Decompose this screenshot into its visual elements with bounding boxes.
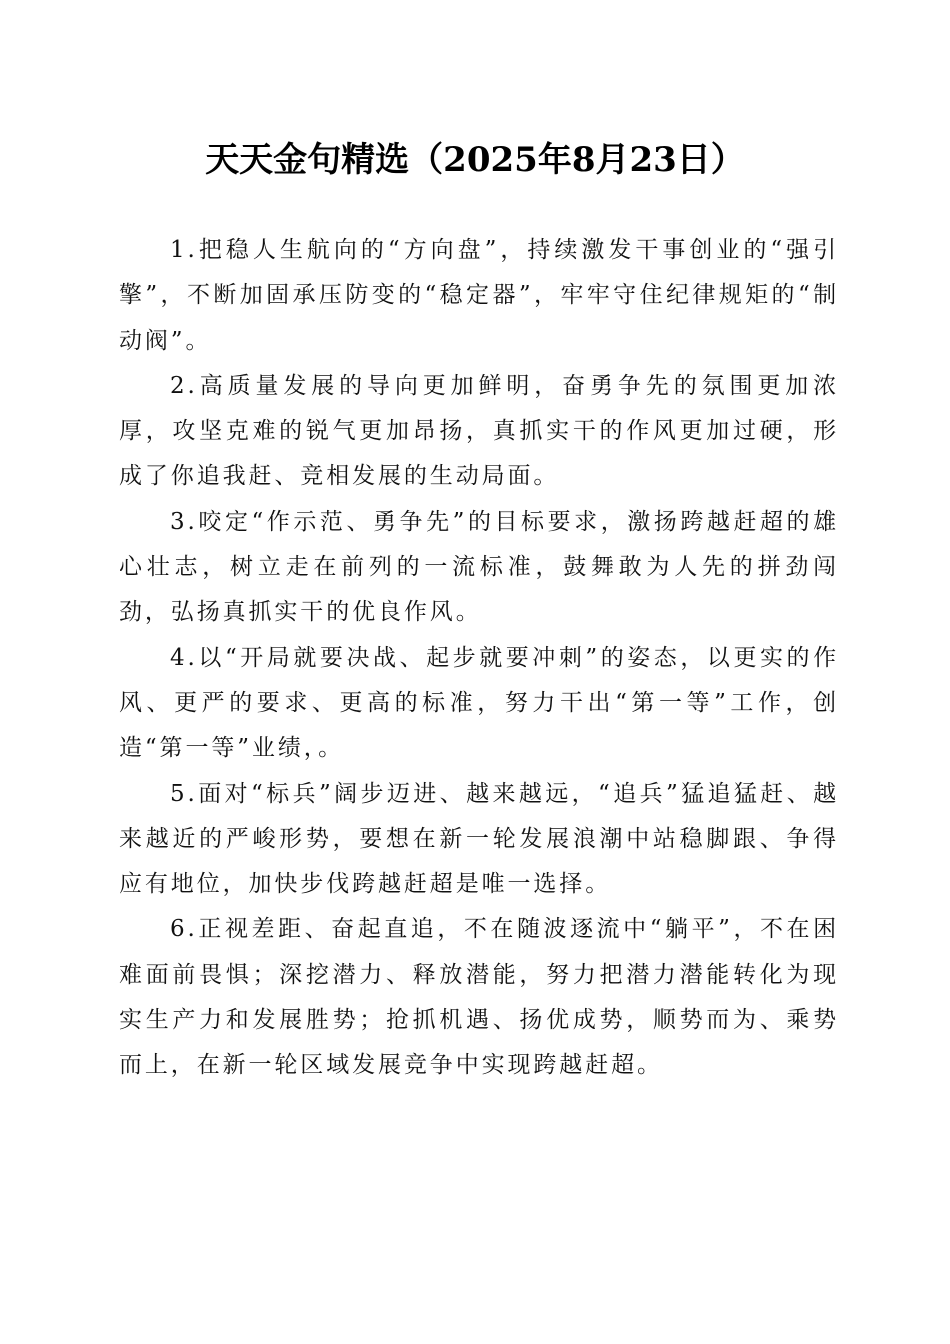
- paragraph-6: 6.正视差距、奋起直追，不在随波逐流中“躺平”，不在困难面前畏惧；深挖潜力、释放潜能，努力把潜力潜能转化为现实生产力和发展胜势；抢抓机遇、扬优成势，顺势而为、乘势而上，在新一轮区域发展竞争中实现跨越赶超。: [119, 916, 839, 1079]
- paragraph-4: 4.以“开局就要决战、起步就要冲刺”的姿态，以更实的作风、更严的要求、更高的标准，努力干出“第一等”工作，创造“第一等”业绩，。: [119, 644, 839, 762]
- paragraph-3: 3.咬定“作示范、勇争先”的目标要求，激扬跨越赶超的雄心壮志，树立走在前列的一流标准，鼓舞敢为人先的拼劲闯劲，弘扬真抓实干的优良作风。: [119, 508, 839, 626]
- document-title: 天天金句精选（2025年8月23日）: [205, 140, 745, 180]
- paragraph-5: 5.面对“标兵”阔步迈进、越来越远，“追兵”猛追猛赶、越来越近的严峻形势，要想在新一轮发展浪潮中站稳脚跟、争得应有地位，加快步伐跨越赶超是唯一选择。: [119, 780, 839, 898]
- document-body: [119, 228, 839, 1089]
- paragraph-2: 2.高质量发展的导向更加鲜明，奋勇争先的氛围更加浓厚，攻坚克难的锐气更加昂扬，真抓实干的作风更加过硬，形成了你追我赶、竞相发展的生动局面。: [119, 372, 839, 490]
- paragraph-1: 1.把稳人生航向的“方向盘”，持续激发干事创业的“强引擎”，不断加固承压防变的“稳定器”，牢牢守住纪律规矩的“制动阀”。: [119, 237, 839, 354]
